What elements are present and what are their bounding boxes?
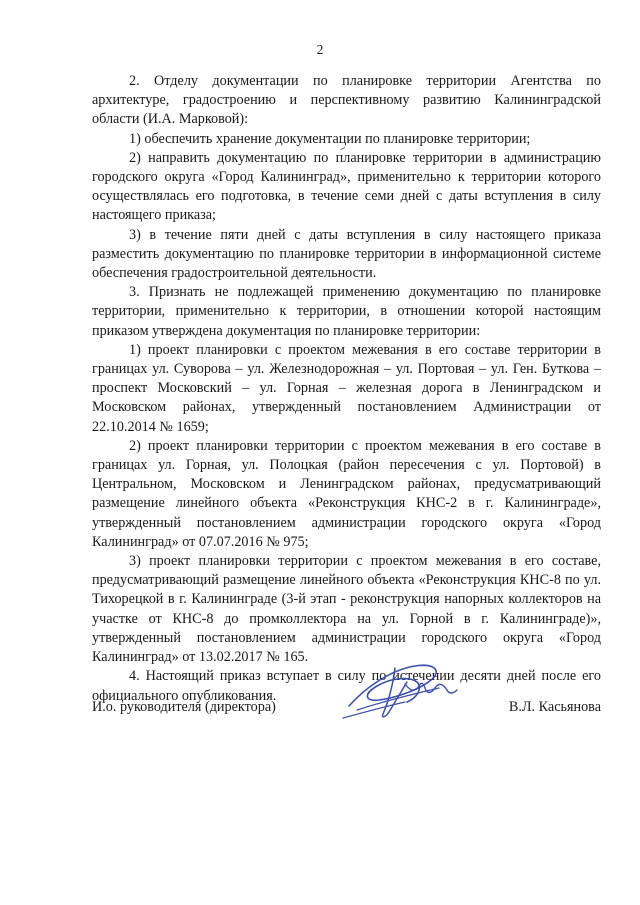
paragraph-3: 3. Признать не подлежащей применению документацию по планировке территории, применительно к территории, в отношении которой настоящим приказом утверждена документация по планировке территории: xyxy=(92,284,601,339)
paragraph-3-2: 2) проект планировки территории с проектом межевания в его составе в границах ул. Горная, ул. Полоцкая (район пересечения с ул. Портовой) в Центральном, Московском и Ленинградском районах, предусматривающий размещение линейного объекта «Реконструкция КНС-2 в г. Калининграде», утвержденный постановлением администрации городского округа «Город Калининград» от 07.07.2016 № 975; xyxy=(92,437,601,550)
paragraph-2-2: 2) направить документацию по планировке территории в администрацию городского округа «Город Калининград», применительно к территории которого осуществлялась его подготовка, в течение семи дней с даты вступления в силу настоящего приказа; xyxy=(92,149,601,224)
paragraph-3-1: 1) проект планировки с проектом межевания в его составе территории в границах ул. Суворова – ул. Железнодорожная – ул. Портовая – ул. Ген. Буткова – проспект Московский – ул. Горная – железная дорога в Ленинградском и Московском районах, утвержденный постановлением Администрации от 22.10.2014 № 1659; xyxy=(92,341,601,435)
ink-mark xyxy=(340,147,346,150)
signatory-name: В.Л. Касьянова xyxy=(508,699,601,715)
paragraph-2-3: 3) в течение пяти дней с даты вступления в силу настоящего приказа разместить документацию по планировке территории в информационной системе обеспечения градостроительной деятельности. xyxy=(92,226,601,282)
signatory-title: И.о. руководителя (директора) xyxy=(92,699,276,715)
paragraph-3-3: 3) проект планировки территории с проектом межевания в его составе, предусматривающий размещение линейного объекта «Реконструкция КНС-8 по ул. Тихорецкой в г. Калининграде (3-й этап - реконструкция напорных коллекторов на участке от КНС-8 до промколлектора на ул. Горной в г. Калининграде)», утвержденный постановлением администрации городского округа «Город Калининград» от 13.02.2017 № 165. xyxy=(92,553,601,666)
paragraph-2-1: 1) обеспечить хранение документации по планировке территории; xyxy=(129,130,531,147)
signature-block xyxy=(92,699,601,723)
document-body xyxy=(92,72,601,706)
paragraph-4: 4. Настоящий приказ вступает в силу по истечении десяти дней после его официального опубликования. xyxy=(92,668,601,704)
page-number: 2 xyxy=(316,42,324,57)
paragraph-2: 2. Отделу документации по планировке территории Агентства по архитектуре, градостроению и перспективному развитию Калининградской области (И.А. Марковой): xyxy=(92,73,601,128)
